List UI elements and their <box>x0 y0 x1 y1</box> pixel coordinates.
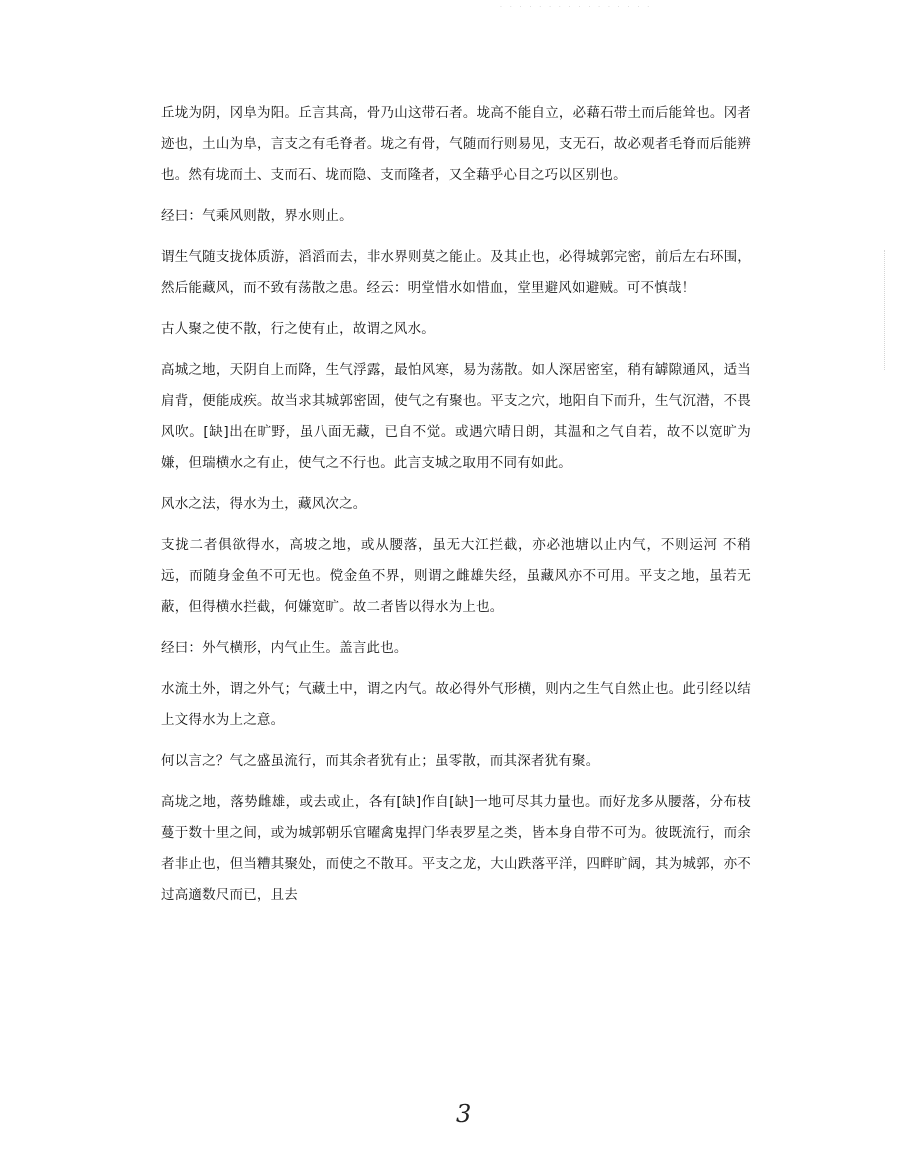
paragraph: 丘垅为阴，冈阜为阳。丘言其高，骨乃山这带石者。垅高不能自立，必藉石带土而后能耸也。冈者迹也，土山为阜，言支之有毛脊者。垅之有骨，气随而行则易见，支无石，故必观者毛脊而后能辨也。然有垅而土、支而石、垅而隐、支而隆者，又全藉乎心目之巧以区别也。 <box>161 105 751 183</box>
paragraph: 高垅之地，落势雌雄，或去或止，各有[缺]作自[缺]一地可尽其力量也。而好龙多从腰落，分布枝蔓于数十里之间，或为城郭朝乐官曜禽鬼捍门华表罗星之类，皆本身自带不可为。彼既流行，而余者非止也，但当糟其聚处，而使之不散耳。平支之龙，大山跌落平洋，四畔旷阔，其为城郭，亦不过高適数尺而已，且去 <box>161 794 751 903</box>
paragraph: 古人聚之使不散，行之使有止，故谓之风水。 <box>161 321 435 337</box>
paragraph: 谓生气随支拢体质游，滔滔而去，非水界则莫之能止。及其止也，必得城郭完密，前后左右环围，然后能藏风，而不致有荡散之患。经云：明堂惜水如惜血，堂里避风如避贼。可不慎哉！ <box>161 249 751 296</box>
paragraph: 经曰：气乘风则散，界水则止。 <box>161 208 353 224</box>
scan-artifact: · · · · · · · · · · · · · · · · <box>500 4 653 11</box>
paragraph: 支拢二者俱欲得水，高坡之地，或从腰落，虽无大江拦截，亦必池塘以止内气，不则运河 不稍远，而随身金鱼不可无也。傥金鱼不界，则谓之雌雄失经，虽藏风亦不可用。平支之地，虽若无蔽，但得横水拦截，何嫌宽旷。故二者皆以得水为上也。 <box>161 537 751 615</box>
paragraph: 水流土外，谓之外气；气藏土中，谓之内气。故必得外气形横，则内之生气自然止也。此引经以结上文得水为上之意。 <box>161 681 751 728</box>
paragraph: 高城之地，天阴自上而降，生气浮露，最怕风寒，易为荡散。如人深居密室，稍有罅隙通风，适当肩背，便能成疾。故当求其城郭密固，使气之有聚也。平支之穴，地阳自下而升，生气沉潜，不畏风吹。[缺]出在旷野，虽八面无藏，已自不觉。或遇穴晴日朗，其温和之气自若，故不以宽旷为嫌，但瑞横水之有止，使气之不行也。此言支城之取用不同有如此。 <box>161 362 751 471</box>
paragraph: 经曰：外气横形，内气止生。盖言此也。 <box>161 640 408 656</box>
page-number: 3 <box>456 1100 472 1128</box>
body-text <box>161 98 751 921</box>
paragraph: 何以言之？气之盛虽流行，而其余者犹有止；虽零散，而其深者犹有聚。 <box>161 753 600 769</box>
scan-edge-mark <box>884 250 886 370</box>
paragraph: 风水之法，得水为土，藏风次之。 <box>161 496 367 512</box>
